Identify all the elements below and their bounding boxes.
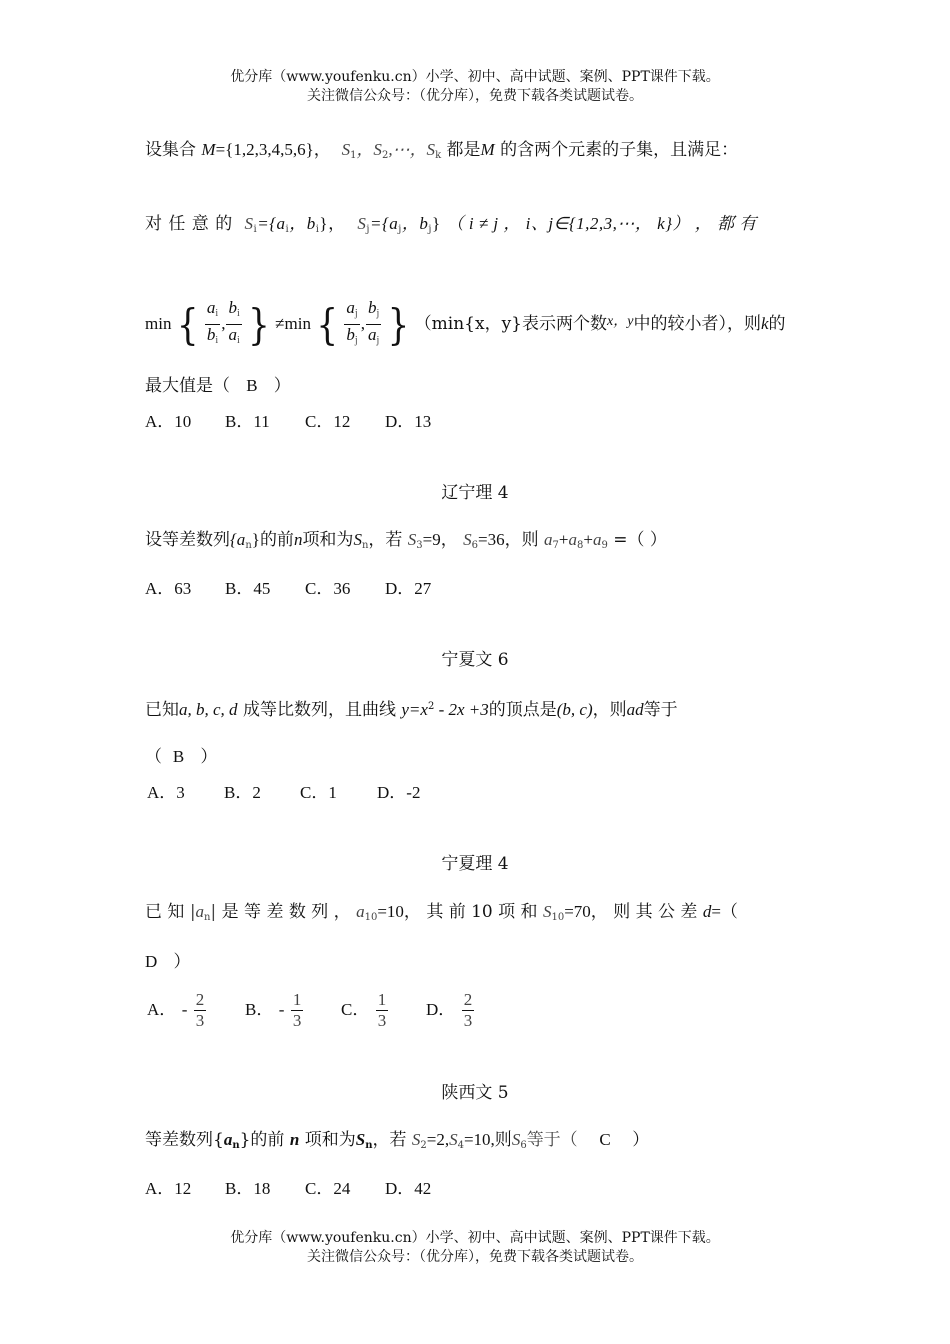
q4-title: 宁夏理 4 (441, 854, 509, 874)
q2-sn: S (353, 530, 362, 549)
q2-s6-eq: =36，则 (478, 530, 539, 549)
q3-curve-y: y (401, 700, 409, 719)
frac-den: 3 (195, 1011, 205, 1030)
q1-answer: B (246, 376, 258, 395)
frac-den-sub: i (236, 335, 240, 346)
q1-s1: S (341, 140, 351, 159)
q2-text: 设等差数列 (145, 530, 230, 550)
q2-option-b[interactable]: B．45 (225, 579, 271, 598)
q5-option-d[interactable]: D．42 (385, 1179, 432, 1198)
q4-text-4: 则 其 公 差 (613, 902, 698, 922)
q1-frac-ai-bi (205, 298, 220, 351)
q2-option-c[interactable]: C．36 (305, 579, 351, 598)
q1-set-m: M (201, 140, 216, 159)
q1-ai-sub: i (285, 224, 290, 235)
q2-line-1 (145, 529, 667, 557)
q1-note-2: 中的较小者），则 (633, 314, 761, 334)
q2-plus-2: + (583, 530, 593, 549)
header-line-1: 优分库（www.youfenku.cn）小学、初中、高中试题、案例、PPT课件下载。 (230, 69, 720, 85)
opt-label: A． (147, 1000, 177, 1019)
q2-n: n (293, 530, 303, 549)
q1-close-paren: ） (273, 376, 291, 396)
q3-ad: ad (626, 700, 644, 719)
q3-vertex: (b, c) (556, 700, 593, 719)
q2-a7: a (544, 530, 553, 549)
q5-sn: S (355, 1130, 366, 1149)
q2-options (145, 578, 465, 600)
frac-den: 3 (377, 1011, 387, 1030)
q1-bi-sub: i (315, 224, 320, 235)
q5-text-3: 项和为 (304, 1130, 356, 1150)
q4-option-b[interactable] (245, 988, 341, 1032)
opt-fraction (291, 990, 304, 1031)
q2-a8: a (568, 530, 578, 549)
q1-sj: S (357, 214, 367, 233)
q4-s10-eq: =70， (564, 902, 608, 921)
q2-sn-sub: n (361, 540, 369, 551)
q1-frac-aj-bj (344, 298, 359, 351)
q4-option-c[interactable] (341, 988, 426, 1032)
q3-curve-sup: 2 (427, 701, 435, 712)
q5-text: 等差数列{ (145, 1130, 224, 1150)
q3-text: 已知 (145, 700, 179, 720)
opt-sign: - (278, 1000, 285, 1019)
header-line-2: 关注微信公众号：（优分库），免费下载各类试题试卷。 (307, 88, 643, 104)
q5-s6: S (511, 1130, 521, 1149)
frac-den-sub: j (354, 335, 358, 346)
q1-note: （min{x，y}表示两个数 (414, 314, 608, 334)
q1-sj-eq: ={a (370, 214, 399, 233)
frac-num-sub: j (354, 308, 358, 319)
frac-den-sub: j (376, 335, 380, 346)
frac-num: a (206, 298, 216, 317)
q4-text: 已 知 (145, 902, 185, 922)
q3-close-paren: ） (200, 747, 218, 767)
q2-seq-close: } (251, 530, 260, 549)
q5-title: 陕西文 5 (441, 1083, 509, 1103)
q2-a7-sub: 7 (552, 540, 559, 551)
q4-bar-right: | (210, 902, 217, 922)
q2-s6-sub: 6 (471, 540, 479, 551)
left-brace-icon: { (176, 299, 199, 350)
q3-title: 宁夏文 6 (441, 650, 509, 670)
q2-s6: S (463, 530, 472, 549)
footer-line-1: 优分库（www.youfenku.cn）小学、初中、高中试题、案例、PPT课件下载。 (230, 1230, 720, 1246)
q2-text-4: ，若 (368, 530, 403, 550)
q2-a8-sub: 8 (577, 540, 584, 551)
frac-den: a (367, 325, 377, 344)
frac-den: a (228, 325, 237, 344)
q1-option-b[interactable]: B．11 (225, 412, 270, 431)
q2-title: 辽宁理 4 (441, 483, 509, 503)
q1-option-c[interactable]: C．12 (305, 412, 351, 431)
q1-min-1: min (145, 314, 172, 333)
q1-aj-sub: j (398, 224, 402, 235)
frac-num-sub: j (376, 308, 380, 319)
frac-num: a (346, 298, 355, 317)
q1-sj-sub: j (366, 224, 371, 235)
q1-bj-sub: j (428, 224, 433, 235)
q1-close-1: }， (319, 214, 346, 233)
q3-curve-rest: - 2x +3 (434, 700, 489, 719)
q3-text-2: 成等比数列，且曲线 (242, 700, 396, 720)
frac-num: 2 (195, 990, 205, 1009)
left-brace-icon: { (316, 299, 338, 350)
q3-option-a[interactable]: A．3 (147, 783, 185, 802)
q4-s10-sub: 10 (551, 912, 565, 923)
frac-comma: , (360, 314, 365, 333)
q1-sk-sub: k (435, 150, 442, 161)
q4-option-a[interactable] (147, 988, 245, 1032)
q2-option-a[interactable]: A．63 (145, 579, 192, 598)
q1-si-sub: i (253, 224, 258, 235)
q3-text-4: ，则 (592, 700, 627, 720)
q5-option-a[interactable]: A．12 (145, 1179, 192, 1198)
frac-num: 2 (463, 990, 473, 1009)
q5-s2: S (411, 1130, 421, 1149)
q2-a9: a (592, 530, 602, 549)
frac-den: b (346, 325, 355, 344)
q4-s10: S (542, 902, 552, 921)
q5-close-paren: ） (632, 1130, 650, 1150)
q4-d: d (702, 902, 712, 921)
q2-seq: {a (230, 530, 246, 549)
q4-an: a (195, 902, 205, 921)
q1-line-4 (145, 375, 291, 397)
opt-fraction (194, 990, 207, 1031)
q5-s2-sub: 2 (420, 1140, 427, 1151)
q3-option-b[interactable]: B．2 (224, 783, 261, 802)
q1-condition: （ i ≠ j ， i、j∈{1,2,3,⋯， k}） ， 都 有 (446, 214, 757, 233)
frac-den-sub: i (215, 335, 219, 346)
q4-line-1 (145, 901, 738, 929)
q1-s1-sub: 1 (350, 150, 357, 161)
q1-m-ref: M (480, 140, 495, 159)
q1-note-3: 的 (768, 314, 786, 334)
q2-plus-1: + (558, 530, 569, 549)
q5-s4-eq: =10,则 (463, 1130, 512, 1149)
q2-text-2: 的前 (259, 530, 294, 550)
q1-frac-bj-aj (366, 298, 381, 351)
right-brace-icon: } (248, 299, 270, 350)
q4-a10: a (356, 902, 365, 921)
opt-fraction (462, 990, 475, 1031)
q4-options (147, 988, 506, 1032)
q5-answer: C (599, 1130, 611, 1149)
q2-text-3: 项和为 (302, 530, 354, 550)
q3-text-5: 等于 (643, 700, 678, 720)
frac-num-sub: i (215, 308, 219, 319)
q1-s2-sub: 2 (381, 150, 389, 161)
q1-text: 设集合 (145, 140, 196, 160)
q1-line-1 (145, 139, 738, 167)
q5-line-1 (145, 1129, 649, 1157)
q1-text-3: 的含两个元素的子集，且满足： (500, 140, 739, 160)
q4-a10-sub: 10 (364, 912, 378, 923)
frac-num-sub: i (236, 308, 240, 319)
q3-option-c[interactable]: C．1 (300, 783, 337, 802)
q5-s4-sub: 4 (457, 1140, 464, 1151)
q1-frac-bi-ai (226, 298, 241, 351)
q1-line-3 (145, 292, 786, 352)
frac-num: 1 (377, 990, 387, 1009)
q5-text-2: }的前 (239, 1130, 285, 1150)
q1-options (145, 411, 465, 433)
q5-an-sub: n (232, 1140, 240, 1151)
frac-num: b (228, 298, 237, 317)
q5-n: n (289, 1130, 300, 1149)
q4-line-2 (145, 951, 191, 973)
opt-label: C． (341, 1000, 370, 1019)
q1-text-2: 都是 (446, 140, 481, 160)
q5-s4: S (449, 1130, 458, 1149)
q2-end: =（ ） (613, 530, 667, 550)
q1-line-2 (145, 213, 757, 241)
q4-text-2: 是 等 差 数 列 ， (221, 902, 351, 922)
q5-option-b[interactable]: B．18 (225, 1179, 271, 1198)
q5-sn-sub: n (365, 1140, 373, 1151)
frac-comma: , (221, 314, 226, 333)
q3-options (147, 782, 457, 804)
q1-any-text: 对 任 意 的 (145, 214, 233, 234)
frac-den: 3 (292, 1011, 302, 1030)
q1-bj: ，b (401, 214, 429, 233)
q4-text-3: 其 前 10 项 和 (426, 902, 538, 922)
q3-vars: a, b, c, d (179, 700, 238, 719)
q4-a10-eq: =10， (377, 902, 421, 921)
q1-neq-min: ≠min (275, 314, 311, 333)
q1-si-eq: ={a (257, 214, 286, 233)
opt-label: B． (245, 1000, 274, 1019)
q5-an: a (223, 1130, 233, 1149)
q1-sk: ,⋯，S (388, 140, 436, 159)
opt-label: D． (426, 1000, 456, 1019)
q1-max-text: 最大值是（ (145, 376, 230, 396)
q1-si: S (244, 214, 254, 233)
q2-s3-sub: 3 (416, 540, 423, 551)
frac-num: b (367, 298, 377, 317)
frac-den: 3 (463, 1011, 473, 1030)
q1-bi: ，b (289, 214, 316, 233)
q4-bar-left: | (189, 902, 196, 922)
q5-text-4: ，若 (372, 1130, 407, 1150)
q1-sep: ， (313, 140, 331, 160)
q3-option-d[interactable]: D．-2 (377, 783, 421, 802)
q2-seq-sub: n (245, 540, 252, 551)
q2-a9-sub: 9 (601, 540, 608, 551)
q3-curve-x: =x (408, 700, 428, 719)
q5-s6-sub: 6 (520, 1140, 527, 1151)
q4-eq-paren: =（ (711, 902, 738, 921)
q1-option-d[interactable]: D．13 (385, 412, 432, 431)
q5-s2-eq: =2, (426, 1130, 450, 1149)
q5-text-5: 等于（ (526, 1130, 578, 1150)
right-brace-icon: } (387, 299, 410, 350)
q1-set-def: ={1,2,3,4,5,6} (215, 140, 314, 159)
q4-option-d[interactable] (426, 988, 506, 1032)
q4-answer: D (145, 952, 158, 971)
q3-answer: B (172, 747, 185, 766)
q5-option-c[interactable]: C．24 (305, 1179, 351, 1198)
q1-note-k: k (760, 314, 769, 333)
q1-close-2: } (432, 214, 441, 233)
frac-den: b (206, 325, 216, 344)
footer-line-2: 关注微信公众号：（优分库），免费下载各类试题试卷。 (307, 1249, 643, 1265)
q1-option-a[interactable]: A．10 (145, 412, 192, 431)
q2-s3: S (407, 530, 417, 549)
q1-note-y: y (627, 314, 634, 329)
opt-fraction (376, 990, 389, 1031)
q4-close-paren: ） (173, 952, 191, 972)
q3-text-3: 的顶点是 (488, 700, 557, 720)
q1-note-x: x， (607, 314, 628, 329)
q3-line-2 (145, 746, 217, 768)
opt-sign: - (181, 1000, 188, 1019)
q3-open-paren: （ (145, 747, 162, 767)
q2-s3-eq: =9， (422, 530, 458, 549)
q4-an-sub: n (204, 912, 211, 923)
q1-s2: ，S (356, 140, 382, 159)
q2-option-d[interactable]: D．27 (385, 579, 432, 598)
q5-options (145, 1178, 465, 1200)
q3-line-1 (145, 696, 678, 721)
frac-num: 1 (292, 990, 302, 1009)
